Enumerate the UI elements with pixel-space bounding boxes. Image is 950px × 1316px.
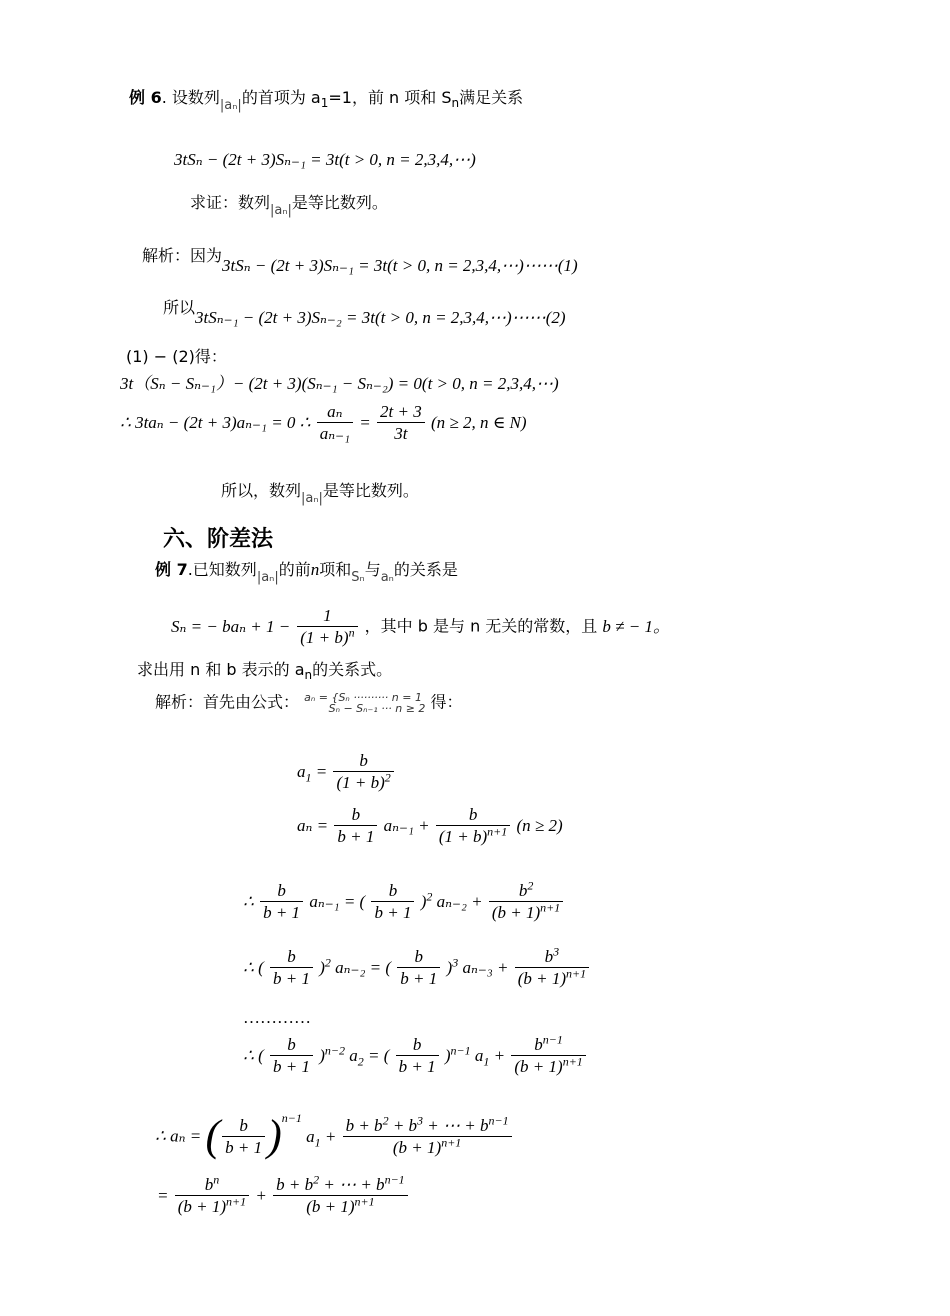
eq-final: = $\frac{b^n}{(b + 1)^{n+1}}$ + $\frac{b + b^2 + \cdots + b^{n-1}}{(b + 1)^{n+1}}$	[157, 1176, 410, 1215]
eq-sum: ∴ aₙ = ( $\frac{b}{b + 1}$ )$^{n-1}$ $a_1$ + $\frac{b + b^2 + b^3 + \cdots + b^{n-1}}{(b + 1)^{n+1}}$	[155, 1114, 514, 1158]
eq-a1: $a_1$ = $\frac{b}{(1 + b)^2}$	[297, 752, 396, 791]
ex6-eq4: ∴ 3taₙ − (2t + 3)aₙ₋₁ = 0 ∴ $\frac{\text{aₙ}}{\text{aₙ₋₁}}$ = $\frac{2t + 3}{3t}$ (n ≥ 2, n ∈ N)	[120, 402, 527, 443]
ex6-relation: 3tSₙ − (2t + 3)Sₙ₋₁ = 3t(t > 0, n = 2,3,4,⋯)	[174, 150, 476, 169]
ellipsis-dots: …………	[243, 1008, 311, 1027]
ex7-ask: 求出用 n 和 b 表示的 $a_n$的关系式。	[137, 660, 393, 683]
eq-an: aₙ = $\frac{b}{b + 1}$ aₙ₋₁ + $\frac{b}{(1 + b)^{n+1}}$ (n ≥ 2)	[297, 805, 563, 846]
ex6-prove: 求证：数列|aₙ|是等比数列。	[190, 193, 388, 218]
seq-a-n: |aₙ|	[301, 491, 323, 506]
seq-a-n: |aₙ|	[256, 570, 279, 585]
seq-a-n: |aₙ|	[270, 203, 292, 218]
ex6-eq3: 3t（Sₙ − Sₙ₋₁）− (2t + 3)(Sₙ₋₁ − Sₙ₋₂) = 0(t > 0, n = 2,3,4,⋯)	[120, 374, 559, 393]
seq-a-n: |aₙ|	[219, 98, 242, 113]
ex6-conclusion: 所以，数列|aₙ|是等比数列。	[221, 481, 419, 506]
formula-fraction: $\frac{1}{(1 + b)^n}$	[297, 607, 357, 646]
eq-step2: ∴ ( $\frac{b}{b + 1}$ )$^2$ aₙ₋₂ = ( $\frac{b}{b + 1}$ )$^3$ aₙ₋₃ + $\frac{b^3}{(b + 1)^{n+1}}$	[243, 948, 591, 987]
ex6-subtract: (1) − (2)得：	[126, 347, 227, 366]
ex7-formula: Sₙ = − baₙ + 1 − $\frac{1}{(1 + b)^n}$ ，其中 b 是与 n 无关的常数，且 b ≠ − 1。	[171, 606, 670, 647]
ex6-intro: 例 6. 设数列|aₙ|的首项为 $a_1=1$，前 n 项和 $S_n$满足关系	[129, 88, 524, 113]
ratio-value-fraction: $\frac{2t + 3}{3t}$	[377, 403, 425, 442]
ex6-solution-eq2: 所以3tSₙ₋₁ − (2t + 3)Sₙ₋₂ = 3t(t > 0, n = 2,3,4,⋯)⋯⋯(2)	[163, 298, 566, 327]
ex6-solution-eq1: 解析：因为3tSₙ − (2t + 3)Sₙ₋₁ = 3t(t > 0, n = 2,3,4,⋯)⋯⋯(1)	[142, 246, 578, 275]
ex7-solution: 解析：首先由公式： aₙ = {Sₙ ·········· n = 1 Sₙ − Sₙ₋₁ ··· n ≥ 2 得：	[155, 691, 463, 715]
ex7-intro: 例 7.已知数列|aₙ|的前n项和Sₙ与aₙ的关系是	[155, 560, 458, 585]
ex6-label: 例 6	[129, 88, 162, 107]
ex7-label: 例 7	[155, 560, 188, 579]
eq-step-last: ∴ ( $\frac{b}{b + 1}$ )$^{n-2}$ $a_2$ = ( $\frac{b}{b + 1}$ )$^{n-1}$ $a_1$ + $\frac{b^{n-1}}{(b + 1)^{n+1}}$	[243, 1036, 588, 1075]
section-heading: 六、阶差法	[163, 527, 274, 552]
piecewise-formula: aₙ = {Sₙ ·········· n = 1 Sₙ − Sₙ₋₁ ··· n ≥ 2	[304, 691, 426, 715]
eq-step1: ∴ $\frac{b}{b + 1}$ aₙ₋₁ = ( $\frac{b}{b + 1}$ )$^2$ aₙ₋₂ + $\frac{b^2}{(b + 1)^{n+1}}$	[243, 882, 565, 921]
ratio-fraction: $\frac{\text{aₙ}}{\text{aₙ₋₁}}$	[317, 403, 353, 442]
